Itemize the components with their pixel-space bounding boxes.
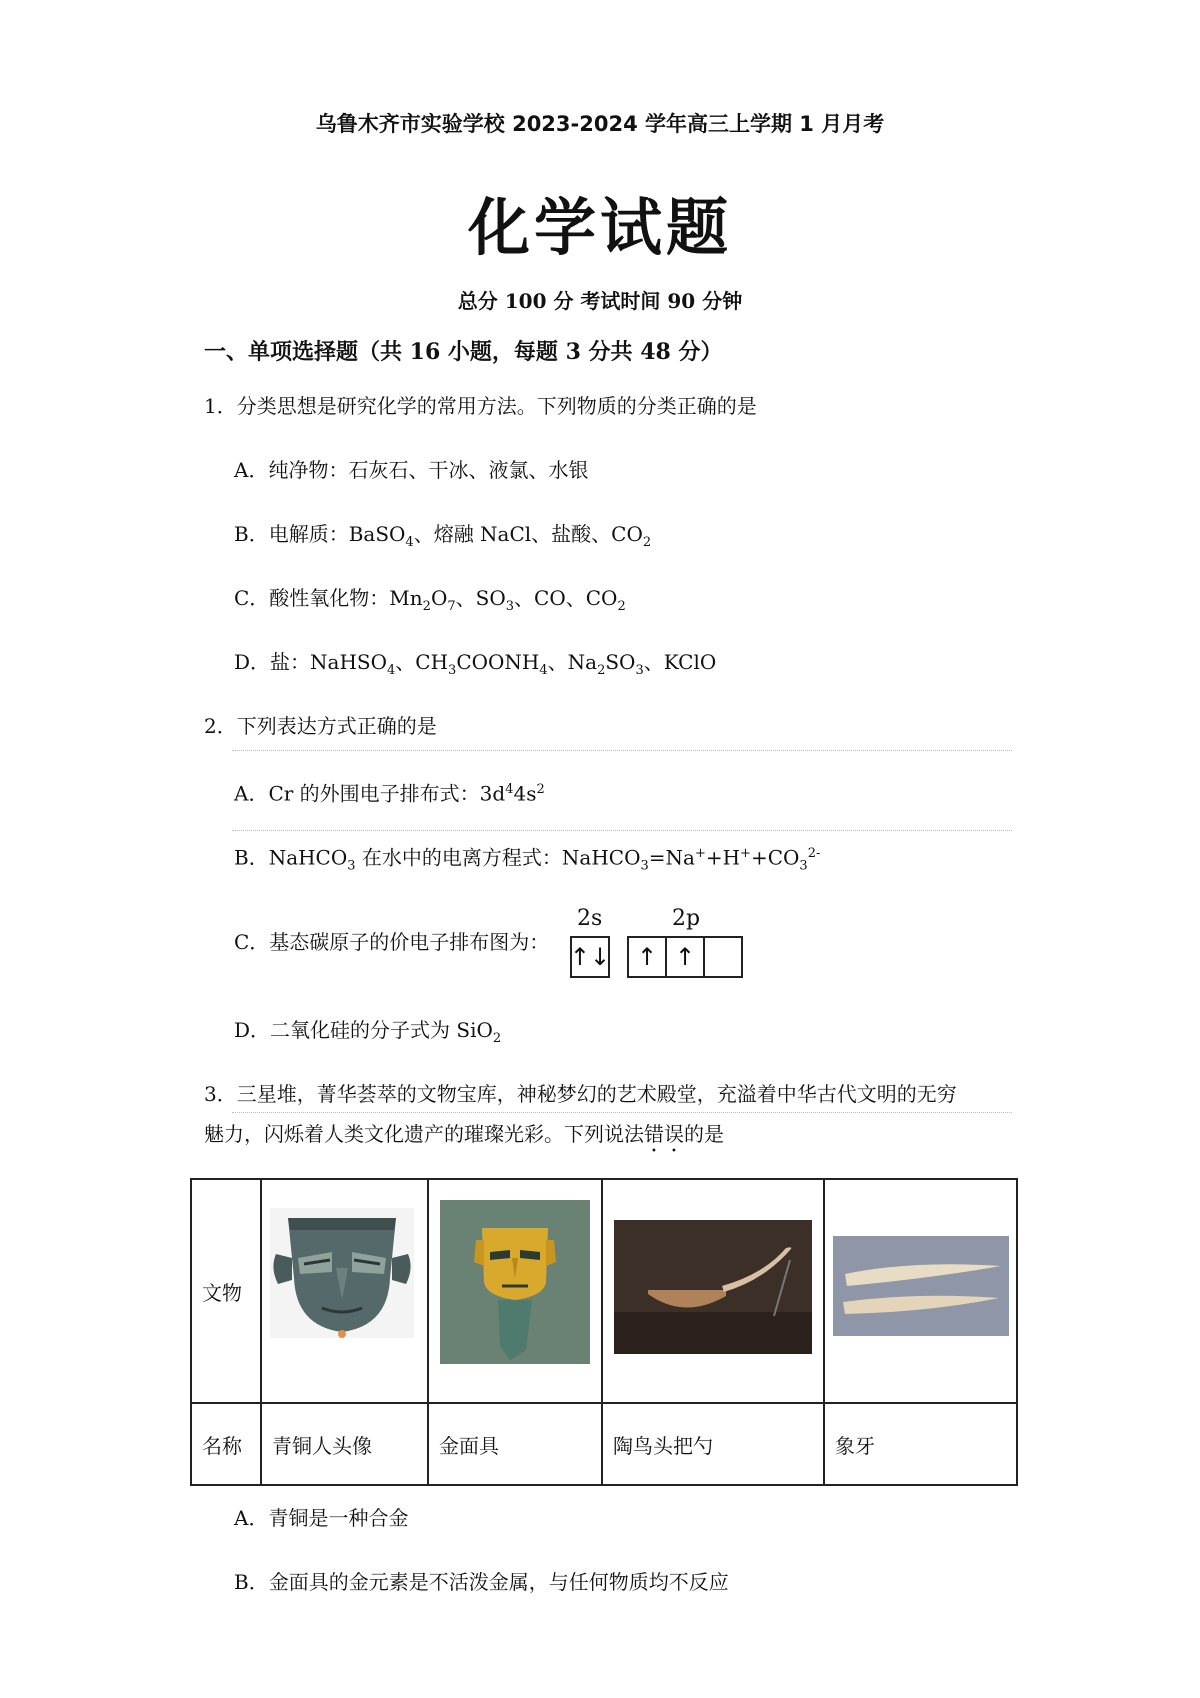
relic-name-cell: 青铜人头像	[261, 1403, 428, 1485]
orbital-2s-box	[570, 936, 610, 978]
pottery-ladle-image	[614, 1220, 812, 1354]
orbital-cell: ↑	[629, 938, 667, 976]
q1-option-d: D．盐：NaHSO$_4$、$CH_3COONH_4$、$Na_2SO_3$、KClO	[234, 650, 717, 678]
table-row	[191, 1403, 1017, 1485]
page-title: 化学试题	[467, 191, 732, 264]
relic-name-cell: 象牙	[824, 1403, 1017, 1485]
q2-option-d: D．二氧化硅的分子式为 SiO$_2$	[234, 1018, 502, 1046]
orbital-cell	[705, 938, 741, 976]
q3-stem-line2: 魅力，闪烁着人类文化遗产的璀璨光彩。下列说法错误的是	[204, 1122, 724, 1146]
orbital-2s-label: 2s	[577, 906, 603, 931]
q3-option-b: B．金面具的金元素是不活泼金属，与任何物质均不反应	[234, 1570, 729, 1594]
ivory-tusks-image	[833, 1236, 1009, 1336]
q1-option-a: A．纯净物：石灰石、干冰、液氯、水银	[234, 458, 589, 482]
q2-stem: 2．下列表达方式正确的是	[204, 714, 437, 738]
dotted-divider	[232, 1112, 1012, 1113]
q2-option-b: B．NaHCO$_3$ 在水中的电离方程式：$NaHCO_3=Na^++H^++CO_3^{2-}$	[234, 845, 821, 874]
q2-option-a: A．Cr 的外围电子排布式：$3d^44s^2$	[234, 781, 545, 806]
section-heading: 一、单项选择题（共 16 小题，每题 3 分共 48 分）	[204, 339, 723, 365]
table-header-cell: 名称	[191, 1403, 261, 1485]
relic-name-cell: 金面具	[428, 1403, 602, 1485]
gold-mask-image	[440, 1200, 590, 1364]
orbital-cell: ↑	[667, 938, 705, 976]
q3-stem-line1: 3．三星堆，菁华荟萃的文物宝库，神秘梦幻的艺术殿堂，充溢着中华古代文明的无穷	[204, 1082, 957, 1106]
school-exam-line: 乌鲁木齐市实验学校 2023-2024 学年高三上学期 1 月月考	[315, 112, 885, 136]
exam-meta: 总分 100 分 考试时间 90 分钟	[457, 289, 743, 313]
q1-stem: 1．分类思想是研究化学的常用方法。下列物质的分类正确的是	[204, 394, 757, 418]
dotted-divider	[232, 750, 1012, 751]
orbital-2p-label: 2p	[672, 906, 701, 931]
relic-name-cell: 陶鸟头把勺	[602, 1403, 824, 1485]
orbital-cell: ↑↓	[569, 943, 611, 971]
bronze-head-image	[270, 1208, 414, 1338]
orbital-2p-box	[627, 936, 743, 978]
q3-option-a: A．青铜是一种合金	[234, 1506, 409, 1530]
q1-option-c: C．酸性氧化物：$Mn_2O_7$、$SO_3$、CO、$CO_2$	[234, 586, 626, 614]
table-header-cell: 文物	[191, 1179, 261, 1403]
emphasis-word: 错误	[644, 1122, 684, 1146]
q1-option-b: B．电解质：BaSO$_4$、熔融 NaCl、盐酸、$CO_2$	[234, 522, 652, 550]
dotted-divider	[232, 830, 1012, 831]
q2-option-c: C．基态碳原子的价电子排布图为：	[234, 930, 550, 954]
